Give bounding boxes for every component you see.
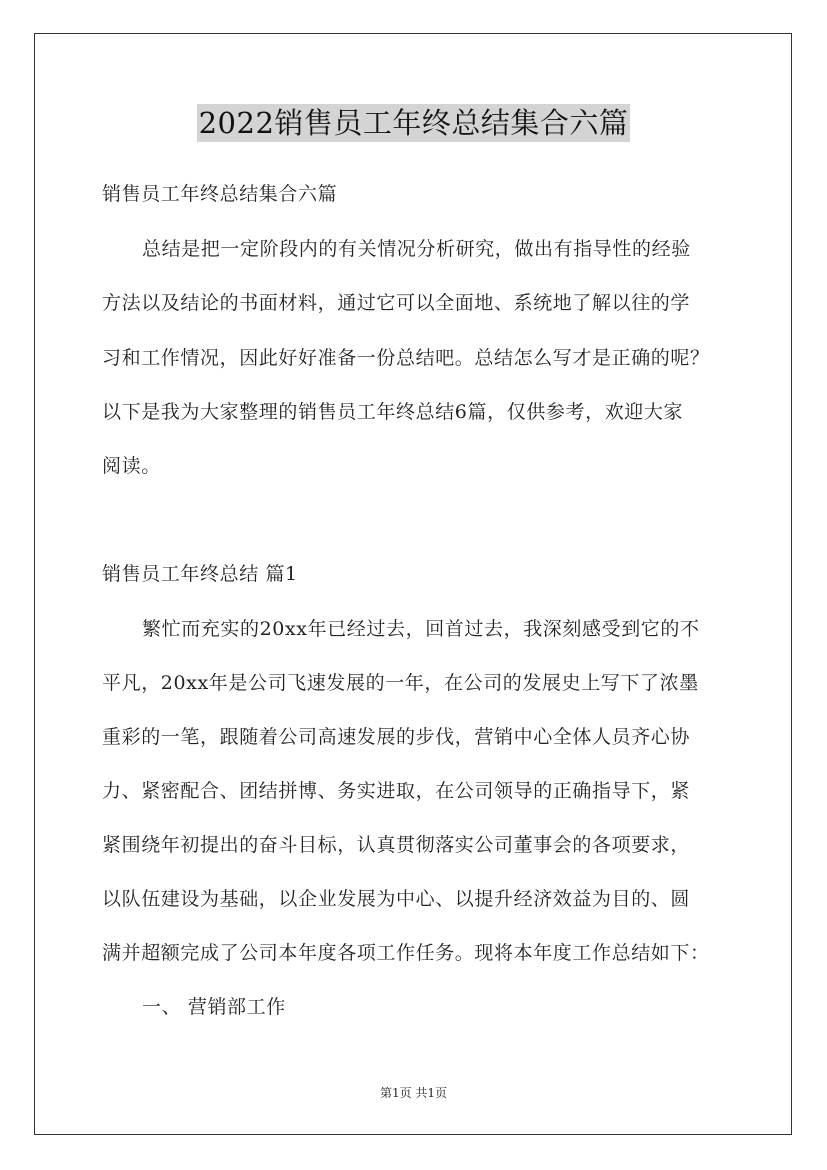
body-line: 力、紧密配合、团结拼博、务实进取，在公司领导的正确指导下，紧 bbox=[102, 780, 691, 802]
body-line: 以队伍建设为基础，以企业发展为中心、以提升经济效益为目的、圆 bbox=[102, 888, 691, 910]
title-container bbox=[0, 104, 827, 142]
intro-line: 方法以及结论的书面材料，通过它可以全面地、系统地了解以往的学 bbox=[102, 292, 691, 314]
intro-line: 习和工作情况，因此好好准备一份总结吧。总结怎么写才是正确的呢？ bbox=[102, 347, 710, 369]
intro-line: 总结是把一定阶段内的有关情况分析研究，做出有指导性的经验 bbox=[142, 238, 691, 260]
intro-line: 以下是我为大家整理的销售员工年终总结6篇，仅供参考，欢迎大家 bbox=[102, 401, 684, 423]
body-line: 紧围绕年初提出的奋斗目标，认真贯彻落实公司董事会的各项要求， bbox=[102, 834, 691, 856]
section-heading: 销售员工年终总结 篇1 bbox=[102, 563, 298, 585]
body-line: 满并超额完成了公司本年度各项工作任务。现将本年度工作总结如下： bbox=[102, 942, 710, 964]
sub-heading: 一、 营销部工作 bbox=[142, 996, 286, 1018]
body-line: 重彩的一笔，跟随着公司高速发展的步伐，营销中心全体人员齐心协 bbox=[102, 726, 691, 748]
intro-line: 阅读。 bbox=[102, 455, 161, 477]
document-title: 2022销售员工年终总结集合六篇 bbox=[198, 106, 629, 140]
body-line: 平凡，20xx年是公司飞速发展的一年，在公司的发展史上写下了浓墨 bbox=[102, 672, 699, 694]
page-footer: 第1页 共1页 bbox=[379, 1086, 448, 1100]
body-line: 繁忙而充实的20xx年已经过去，回首过去，我深刻感受到它的不 bbox=[142, 618, 700, 640]
document-subtitle: 销售员工年终总结集合六篇 bbox=[102, 183, 338, 205]
